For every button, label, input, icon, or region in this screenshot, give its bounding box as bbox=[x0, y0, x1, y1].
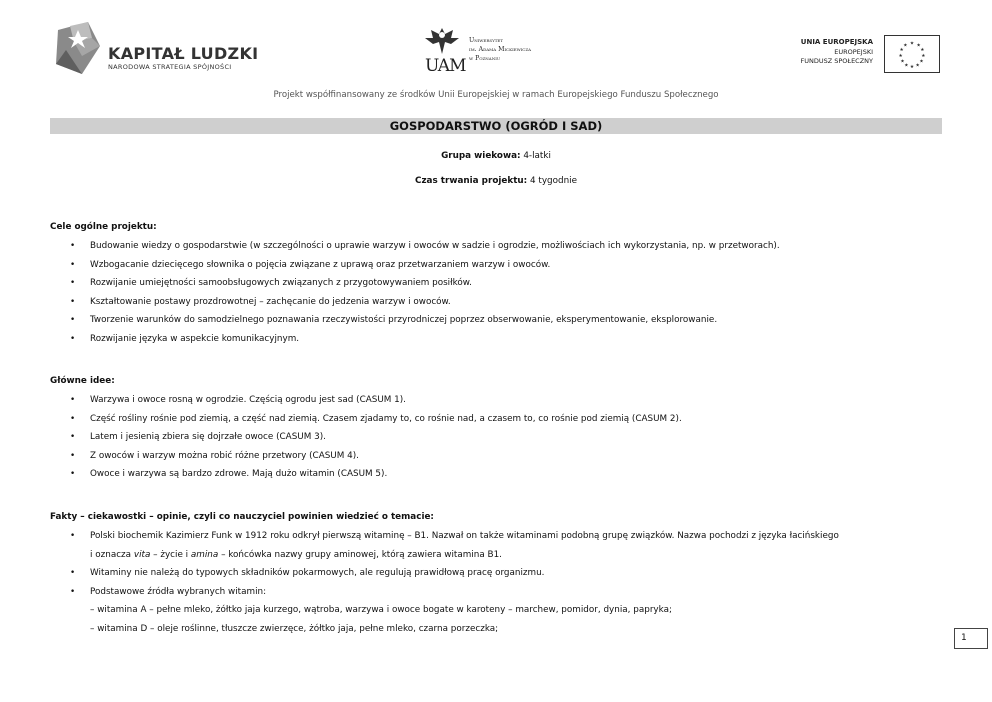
fact-term-vita: vita bbox=[133, 549, 151, 560]
facts-list bbox=[50, 530, 945, 642]
list-item: • Podstawowe źródła wybranych witamin: bbox=[50, 586, 945, 605]
goals-list bbox=[50, 240, 945, 352]
svg-text:★: ★ bbox=[899, 48, 904, 54]
list-item: • Wzbogacanie dziecięcego słownika o pojęcia związane z uprawą oraz przetwarzaniem warzyw i owoców. bbox=[50, 259, 945, 278]
list-item: • Rozwijanie języka w aspekcie komunikacyjnym. bbox=[50, 333, 945, 352]
svg-text:★: ★ bbox=[921, 53, 926, 59]
age-group-value: 4-latki bbox=[523, 151, 551, 161]
duration-line bbox=[0, 176, 992, 186]
kapital-ludzki-title: KAPITAŁ LUDZKI bbox=[108, 44, 259, 63]
list-item-continuation: – witamina A – pełne mleko, żółtko jaja kurzego, wątroba, warzywa i owoce bogate w karoteny – marchew, pomidor, dynia, papryka; bbox=[90, 605, 672, 616]
eu-fund-text bbox=[800, 38, 873, 67]
list-item: • Witaminy nie należą do typowych składników pokarmowych, ale regulują prawidłową pracę organizmu. bbox=[50, 567, 945, 586]
duration-label: Czas trwania projektu: bbox=[414, 176, 528, 186]
uam-name-line: w Poznaniu bbox=[469, 55, 501, 62]
svg-text:★: ★ bbox=[920, 48, 925, 54]
uam-name bbox=[469, 36, 531, 63]
list-item: • Tworzenie warunków do samodzielnego poznawania rzeczywistości przyrodniczej poprzez obserwowanie, eksperymentowanie, eksplorowanie. bbox=[50, 314, 945, 333]
list-item: • Część rośliny rośnie pod ziemią, a część nad ziemią. Czasem zjadamy to, co rośnie nad, a czasem to, co rośnie pod ziemią (CASUM 2). bbox=[50, 413, 945, 432]
svg-text:★: ★ bbox=[904, 63, 909, 69]
list-item: • Kształtowanie postawy prozdrowotnej – zachęcanie do jedzenia warzyw i owoców. bbox=[50, 296, 945, 315]
age-group-label: Grupa wiekowa: bbox=[441, 151, 521, 161]
ideas-heading: Główne idee: bbox=[50, 376, 115, 386]
ideas-list bbox=[50, 394, 945, 487]
svg-text:★: ★ bbox=[919, 59, 924, 65]
kapital-ludzki-logo-icon bbox=[52, 20, 104, 76]
svg-text:★: ★ bbox=[909, 41, 915, 47]
list-item-continuation: – witamina D – oleje roślinne, tłuszcze zwierzęce, żółtko jaja, pełne mleko, czarna porzeczka; bbox=[90, 623, 499, 634]
eu-name: UNIA EUROPEJSKA bbox=[800, 38, 873, 46]
list-item: • Polski biochemik Kazimierz Funk w 1912 roku odkrył pierwszą witaminę – B1. Nazwał on także witaminami podobną grupę związków. Nazwa pochodzi z języka łacińskiego bbox=[50, 530, 945, 549]
fact-text: i oznacza bbox=[90, 549, 134, 560]
list-item: • Warzywa i owoce rosną w ogrodzie. Częścią ogrodu jest sad (CASUM 1). bbox=[50, 394, 945, 413]
age-group-line bbox=[0, 151, 992, 161]
svg-text:★: ★ bbox=[909, 65, 915, 71]
list-item: • Z owoców i warzyw można robić różne przetwory (CASUM 4). bbox=[50, 450, 945, 469]
list-item: • Rozwijanie umiejętności samoobsługowych związanych z przygotowywaniem posiłków. bbox=[50, 277, 945, 296]
uam-logo-mark: UAM bbox=[425, 56, 466, 76]
fact-term-amina: amina bbox=[190, 549, 219, 560]
eu-fund-line: FUNDUSZ SPOŁECZNY bbox=[800, 57, 873, 65]
svg-text:★: ★ bbox=[898, 53, 903, 59]
uam-name-line: im. Adama Mickiewicza bbox=[469, 46, 532, 53]
svg-text:★: ★ bbox=[915, 63, 920, 69]
facts-heading: Fakty – ciekawostki – opinie, czyli co nauczyciel powinien wiedzieć o temacie: bbox=[50, 512, 434, 522]
svg-text:★: ★ bbox=[903, 43, 908, 49]
fact-text: – końcówka nazwy grupy aminowej, którą zawiera witamina B1. bbox=[218, 549, 502, 560]
document-title: GOSPODARSTWO (OGRÓD I SAD) bbox=[50, 118, 942, 134]
list-item: • Latem i jesienią zbiera się dojrzałe owoce (CASUM 3). bbox=[50, 431, 945, 450]
fact-text: – życie i bbox=[150, 549, 191, 560]
eu-fund-line: EUROPEJSKI bbox=[834, 47, 873, 56]
goals-heading: Cele ogólne projektu: bbox=[50, 222, 157, 232]
duration-value: 4 tygodnie bbox=[529, 176, 578, 186]
cofinancing-note: Projekt współfinansowany ze środków Unii Europejskiej w ramach Europejskiego Funduszu Społecznego bbox=[273, 90, 719, 100]
svg-text:★: ★ bbox=[900, 59, 905, 65]
list-item: • Budowanie wiedzy o gospodarstwie (w szczególności o uprawie warzyw i owoców w sadzie i ogrodzie, możliwościach ich wykorzystania, np. w przetworach). bbox=[50, 240, 945, 259]
uam-name-line: Uniwersytet bbox=[469, 37, 503, 44]
page-number: 1 bbox=[954, 628, 988, 649]
list-item-continuation bbox=[50, 549, 945, 568]
svg-text:★: ★ bbox=[916, 43, 921, 49]
list-item: • Owoce i warzywa są bardzo zdrowe. Mają dużo witamin (CASUM 5). bbox=[50, 468, 945, 487]
eagle-crest-icon bbox=[423, 26, 461, 56]
kapital-ludzki-subtitle: NARODOWA STRATEGIA SPÓJNOŚCI bbox=[108, 63, 232, 71]
eu-flag-icon bbox=[884, 35, 940, 73]
page-header bbox=[0, 0, 992, 90]
